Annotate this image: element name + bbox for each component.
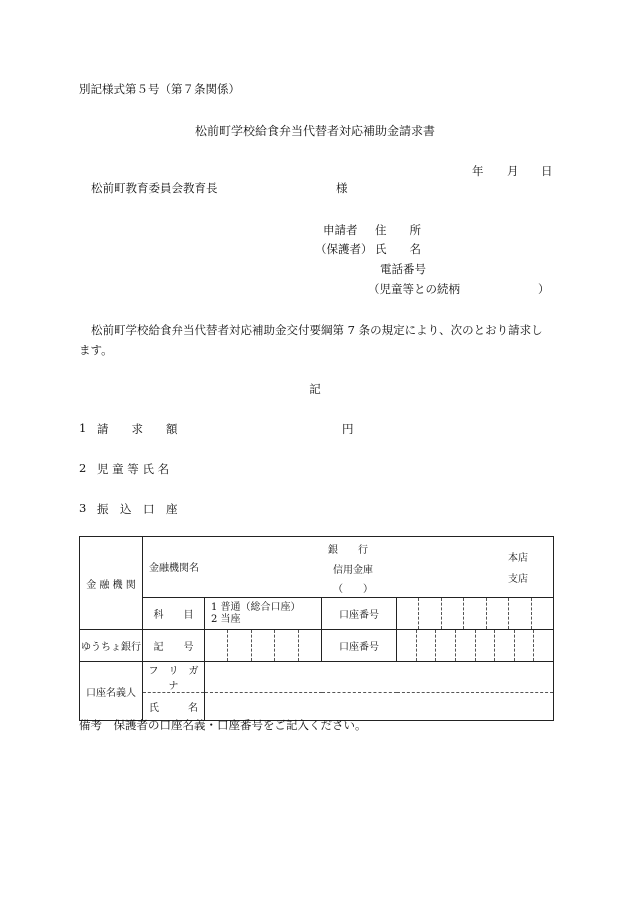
address-label: 住 所 bbox=[375, 223, 421, 237]
guardian-role: （保護者） bbox=[315, 242, 373, 256]
relation-close: ） bbox=[538, 282, 550, 296]
addressee-name: 松前町教育委員会教育長 bbox=[91, 181, 218, 195]
account-number-input[interactable] bbox=[397, 598, 554, 630]
ki-heading: 記 bbox=[309, 382, 321, 396]
institution-name-label: 金融機関名 bbox=[149, 563, 199, 574]
form-title: 松前町学校給食弁当代替者対応補助金請求書 bbox=[194, 124, 435, 138]
name-label: 氏 名 bbox=[375, 242, 421, 256]
institution-name-cell[interactable] bbox=[143, 537, 554, 598]
item-3-num: 3 bbox=[79, 501, 87, 515]
furigana-label: フ リ ガ ナ bbox=[143, 662, 205, 693]
yucho-account-number-label: 口座番号 bbox=[322, 630, 397, 662]
date-month: 月 bbox=[507, 164, 519, 178]
branch-label: 支店 bbox=[508, 574, 528, 585]
paren-label: （ ） bbox=[333, 584, 373, 595]
item-2-num: 2 bbox=[79, 461, 87, 475]
form-number: 別記様式第５号（第７条関係） bbox=[79, 82, 240, 96]
kigo-label: 記 号 bbox=[143, 630, 205, 662]
addressee-honorific: 様 bbox=[336, 181, 348, 195]
holder-name-label-2: 名 bbox=[188, 703, 198, 714]
yucho-account-number-input[interactable] bbox=[397, 630, 554, 662]
bank-label: 銀 行 bbox=[328, 545, 368, 556]
item-1-label: 請 求 額 bbox=[97, 422, 178, 436]
remarks-note: 備考 保護者の口座名義・口座番号をご記入ください。 bbox=[79, 718, 367, 732]
account-number-label: 口座番号 bbox=[322, 598, 397, 630]
subject-label: 科 目 bbox=[143, 598, 205, 630]
head-office-label: 本店 bbox=[508, 553, 528, 564]
item-1-suffix: 円 bbox=[342, 422, 354, 436]
applicant-role: 申請者 bbox=[323, 223, 358, 237]
financial-institution-label: 金 融 機 関 bbox=[80, 537, 143, 630]
account-type-2: 2 当座 bbox=[211, 613, 241, 625]
bank-account-table bbox=[79, 536, 554, 721]
phone-label: 電話番号 bbox=[380, 262, 426, 276]
kigo-input[interactable] bbox=[205, 630, 322, 662]
yucho-label: ゆうちょ銀行 bbox=[80, 630, 143, 662]
date-year: 年 bbox=[472, 164, 484, 178]
item-2-label: 児 童 等 氏 名 bbox=[97, 462, 170, 476]
account-holder-label: 口座名義人 bbox=[80, 662, 143, 721]
holder-name-label-1: 氏 bbox=[149, 703, 159, 714]
account-type-cell[interactable] bbox=[205, 598, 322, 630]
credit-union-label: 信用金庫 bbox=[333, 565, 373, 576]
body-line-2: ます。 bbox=[79, 343, 113, 357]
relation-label: （児童等との続柄 bbox=[368, 282, 460, 296]
item-1-num: 1 bbox=[79, 421, 87, 435]
account-type-1: 1 普通（総合口座） bbox=[211, 601, 301, 613]
date-day: 日 bbox=[541, 164, 553, 178]
body-line-1: 松前町学校給食弁当代替者対応補助金交付要綱第 7 条の規定により、次のとおり請求し bbox=[91, 323, 543, 337]
furigana-input[interactable] bbox=[205, 662, 554, 693]
item-3-label: 振 込 口 座 bbox=[97, 502, 178, 516]
